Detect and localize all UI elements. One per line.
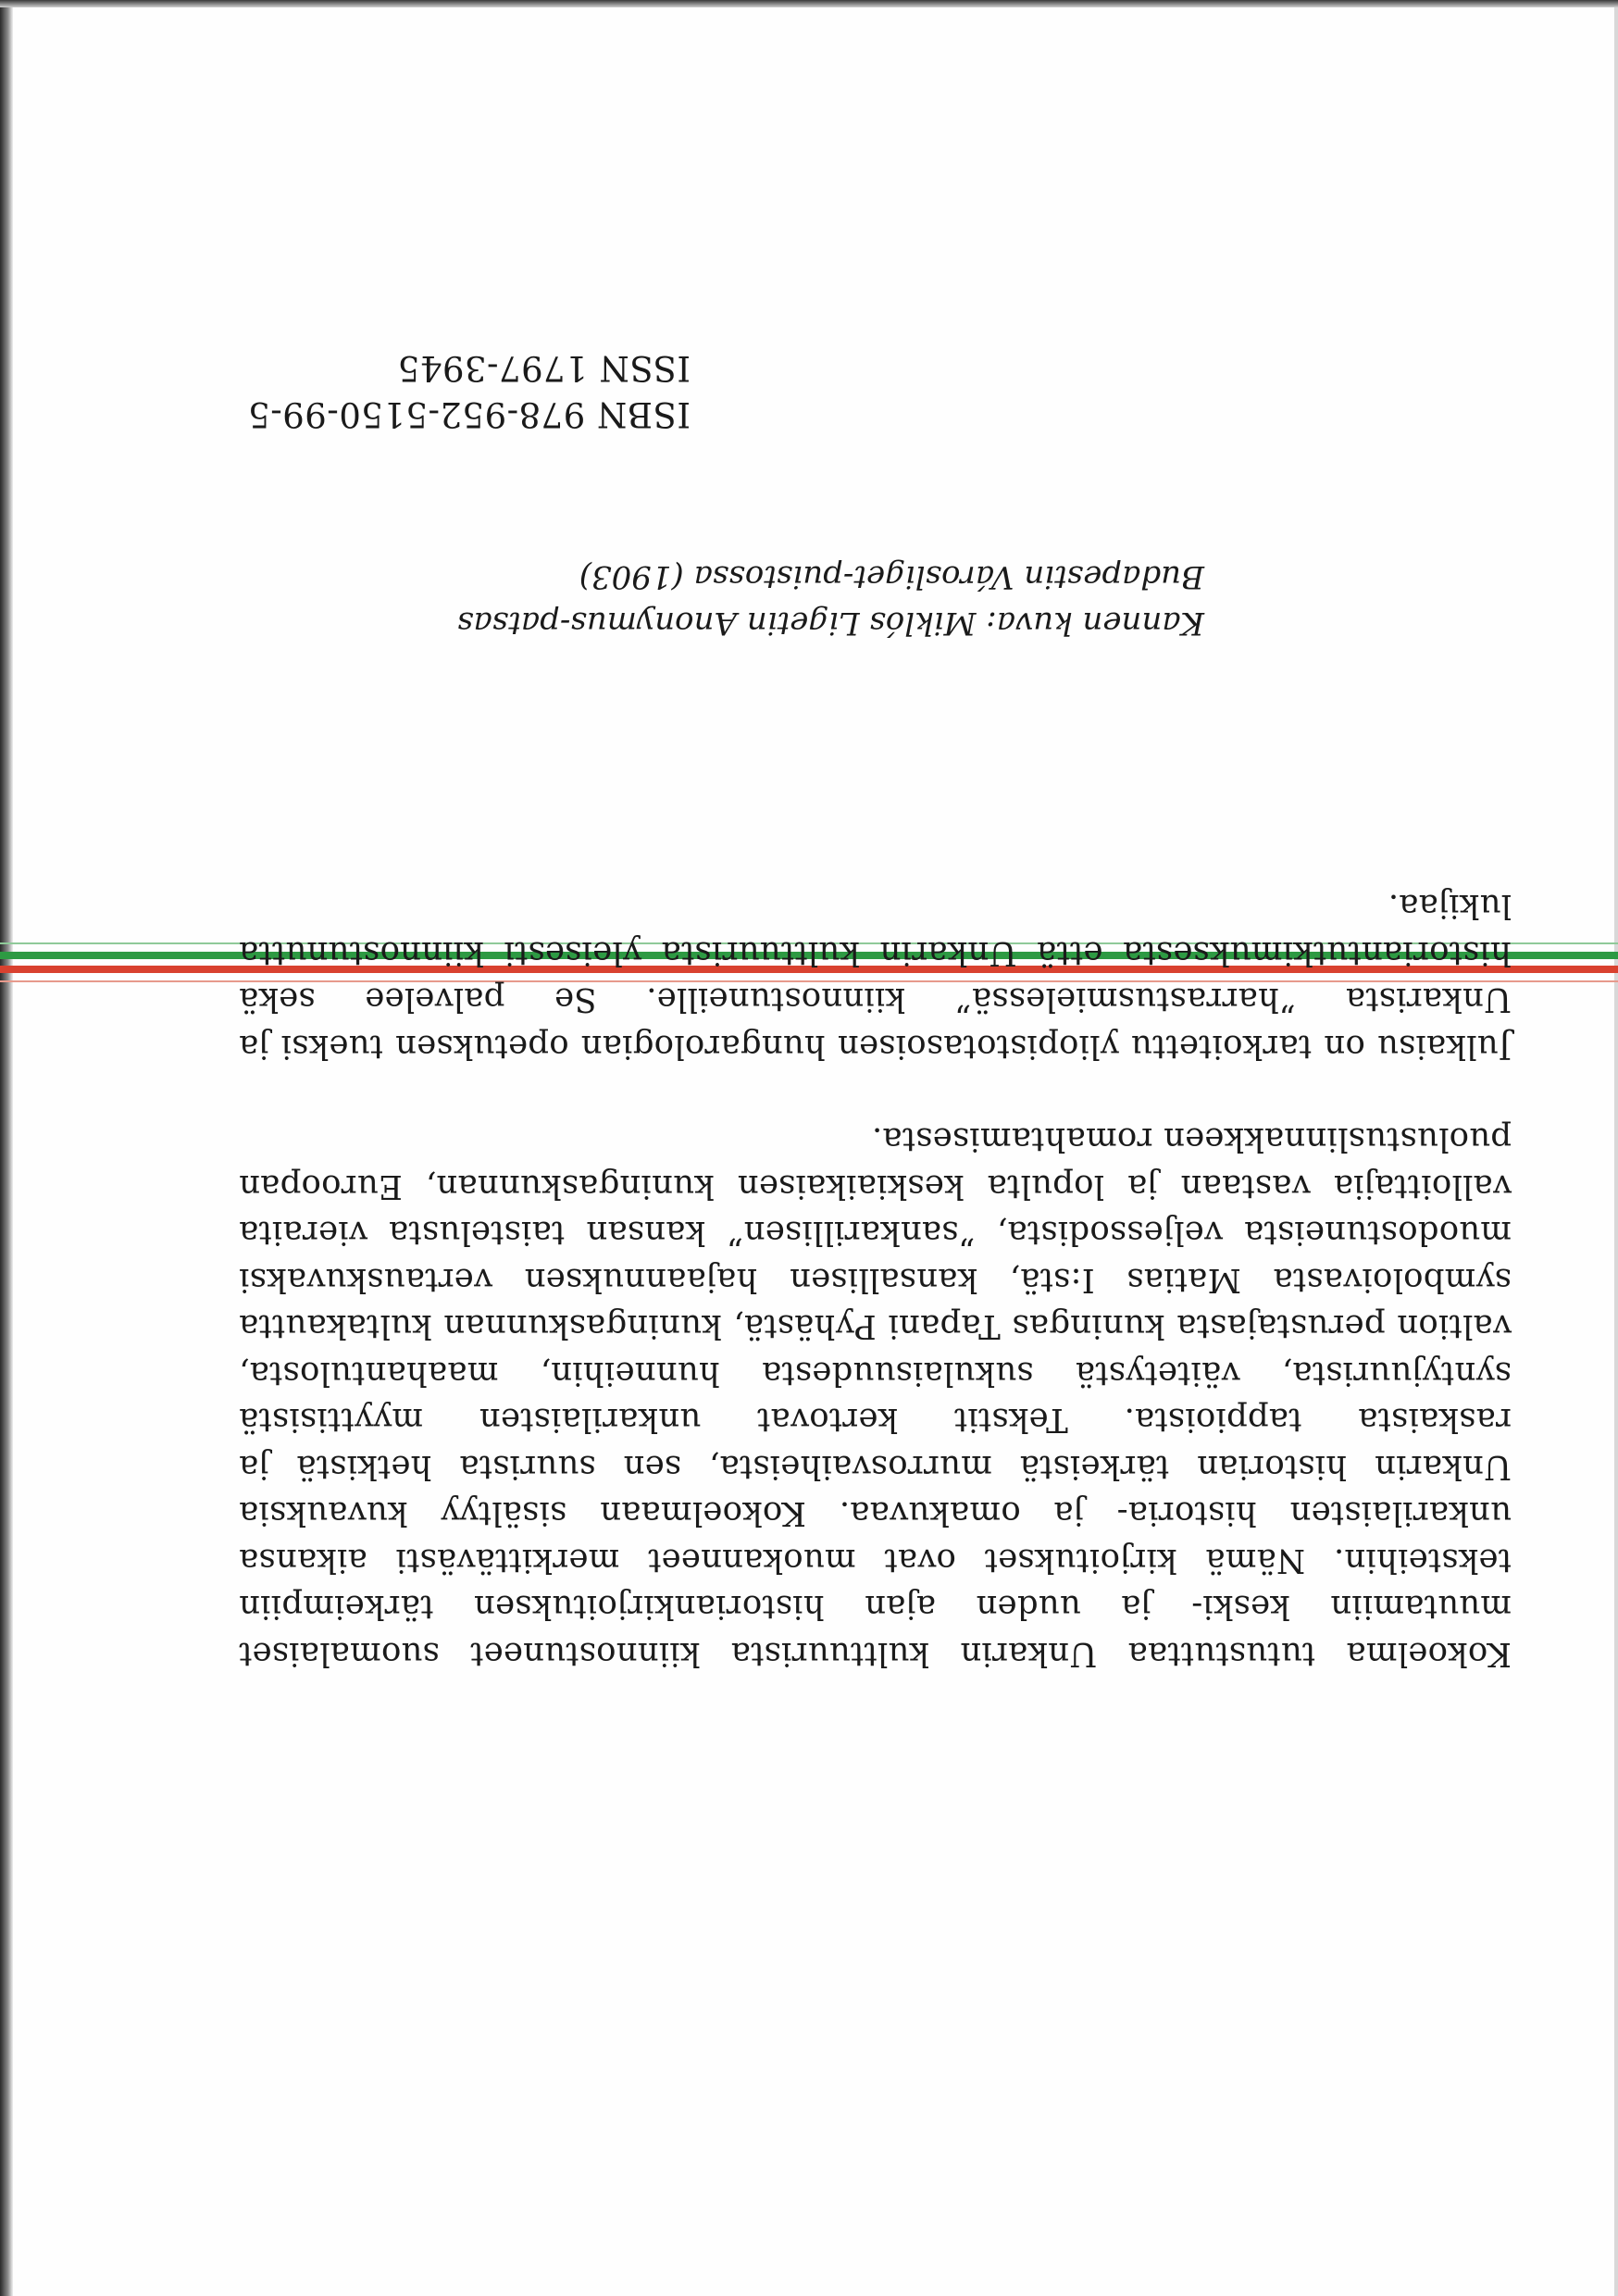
scan-edge (0, 0, 13, 2296)
blurb-paragraph: Kokoelma tutustuttaa Unkarin kulttuurista kiinnostuneet suomalaiset muutamiin keski- ja uuden ajan historiankirjoituksen tärkeimpiin teksteihin. Nämä kirjoitukset ovat muokanneet merkittävästi aikansa unkarilaisten historia- ja omakuvaa. Kokoelmaan sisältyy kuvauksia Unkarin historian tärkeistä murrosvaiheista, sen suurista hetkistä ja raskaista tappioista. Tekstit kertovat unkarilaisten myyttisistä syntyjuurista, väitetystä sukulaisuudesta hunneihin, maahantulosta, valtion perustajasta kuningas Tapani Pyhästä, kuningaskunnan kultakautta symboloivasta Matias I:stä, kansallisen hajaannuksen vertauskuvaksi muodostuneista veljessodista, ”sankarillisen” kansan taistelusta vieraita valloittajia vastaan ja lopulta keskiaikaisen kuningaskunnan, Euroopan puolustuslinnakkeen romahtamisesta. (239, 1120, 1512, 1673)
isbn-number: ISBN 978-952-5150-99-5 (247, 394, 691, 434)
cover-image-caption (371, 554, 1204, 646)
back-cover-blurb (239, 882, 1512, 1677)
scan-edge (0, 0, 1618, 7)
scan-edge (1614, 0, 1618, 2296)
issn-number: ISSN 1797-3945 (397, 348, 691, 388)
blurb-paragraph: Julkaisu on tarkoitettu yliopistotasoisen hungarologian opetuksen tueksi ja Unkarista ”harrastusmielessä” kiinnostuneille. Se palvelee sekä historiantutkimuksesta että Unkarin kulttuurista yleisesti kiinnostunutta lukijaa. (239, 887, 1512, 1066)
publication-codes (248, 344, 691, 437)
caption-line: Budapestin Városliget-puistossa (1903) (579, 558, 1204, 595)
caption-line: Kannen kuva: Miklós Ligetin Anonymus-patsas (457, 605, 1204, 642)
